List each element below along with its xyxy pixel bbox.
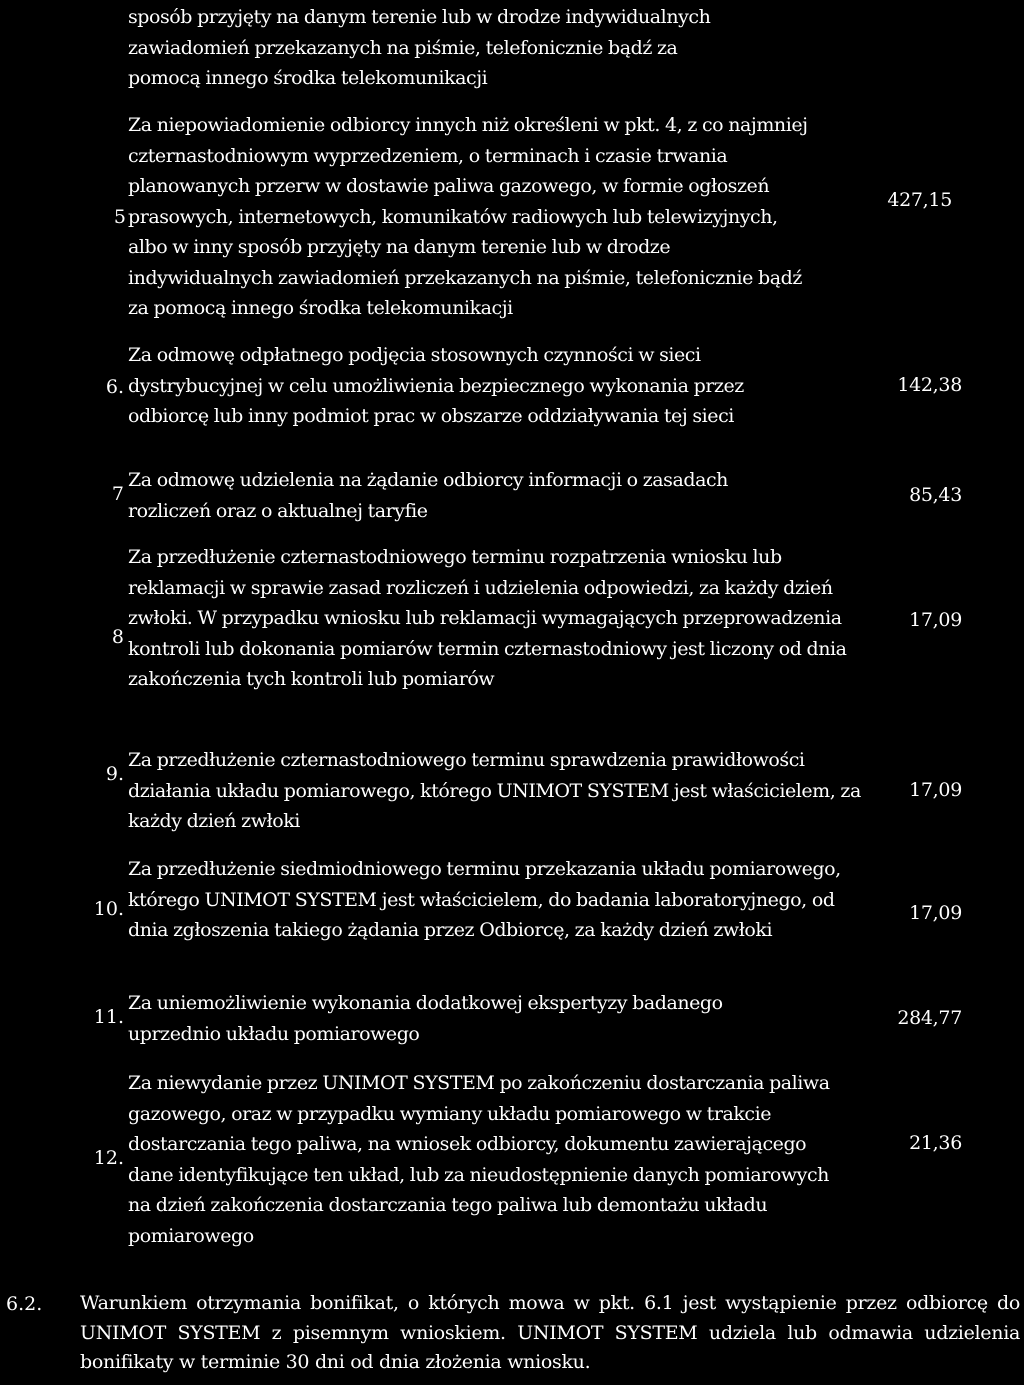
row-description: Za przedłużenie siedmiodniowego terminu przekazania układu pomiarowego, którego UNIMOT SYSTEM jest właścicielem, do badania laboratoryjnego, od dnia zgłoszenia takiego żądania przez Odbiorcę, za każdy dzień zwłoki [128,858,841,941]
row-value: 17,09 [909,902,962,924]
row-description: Za niepowiadomienie odbiorcy innych niż określeni w pkt. 4, z co najmniej czternastodniowym wyprzedzeniem, o terminach i czasie trwania planowanych przerw w dostawie paliwa gazowego, w formie ogłoszeń prasowych, internetowych, komunikatów radiowych lub telewizyjnych, albo w inny sposób przyjęty na danym terenie lub w drodze indywidualnych zawiadomień przekazanych na piśmie, telefonicznie bądź za pomocą innego środka telekomunikacji [128,114,808,319]
row-value: 85,43 [909,484,962,506]
section-text: Warunkiem otrzymania bonifikat, o których mowa w pkt. 6.1 jest wystąpienie przez odbiorcę do UNIMOT SYSTEM z pisemnym wnioskiem. UNIMOT SYSTEM udziela lub odmawia udzielenia bonifikaty w terminie 30 dni od dnia złożenia wniosku. [80,1292,1020,1373]
row-number: 8 [111,626,124,648]
row-description: Za przedłużenie czternastodniowego terminu rozpatrzenia wniosku lub reklamacji w sprawie zasad rozliczeń i udzielenia odpowiedzi, za każdy dzień zwłoki. W przypadku wniosku lub reklamacji wymagających przeprowadzenia kontroli lub dokonania pomiarów termin czternastodniowy jest liczony od dnia zakończenia tych kontroli lub pomiarów [128,546,847,690]
row-description: Za niewydanie przez UNIMOT SYSTEM po zakończeniu dostarczania paliwa gazowego, oraz w przypadku wymiany układu pomiarowego w trakcie dostarczania tego paliwa, na wniosek odbiorcy, dokumentu zawierającego dane identyfikujące ten układ, lub za nieudostępnienie danych pomiarowych na dzień zakończenia dostarczania tego paliwa lub demontażu układu pomiarowego [128,1072,830,1247]
row-value: 284,77 [897,1007,962,1029]
row-description: Za odmowę udzielenia na żądanie odbiorcy informacji o zasadach rozliczeń oraz o aktualnej taryfie [128,469,728,522]
row-description: Za przedłużenie czternastodniowego terminu sprawdzenia prawidłowości działania układu pomiarowego, którego UNIMOT SYSTEM jest właścicielem, za każdy dzień zwłoki [128,749,861,832]
row-value: 21,36 [909,1132,962,1154]
row-number: 9. [105,763,124,785]
row-description: Za uniemożliwienie wykonania dodatkowej ekspertyzy badanego uprzednio układu pomiarowego [128,992,723,1045]
row-number: 10. [93,898,124,920]
row-number: 7 [111,483,124,505]
row-number: 12. [93,1147,124,1169]
row-number: 5 [113,206,126,228]
row-number: 6. [105,376,124,398]
row-number: 11. [93,1006,124,1028]
row-value: 142,38 [897,374,962,396]
section-number: 6.2. [6,1293,43,1315]
row-value: 17,09 [909,609,962,631]
row-description: sposób przyjęty na danym terenie lub w drodze indywidualnych zawiadomień przekazanych na piśmie, telefonicznie bądź za pomocą innego środka telekomunikacji [128,6,711,89]
row-description: Za odmowę odpłatnego podjęcia stosownych czynności w sieci dystrybucyjnej w celu umożliwienia bezpiecznego wykonania przez odbiorcę lub inny podmiot prac w obszarze oddziaływania tej sieci [128,344,744,427]
row-value: 427,15 [887,189,952,211]
row-value: 17,09 [909,779,962,801]
